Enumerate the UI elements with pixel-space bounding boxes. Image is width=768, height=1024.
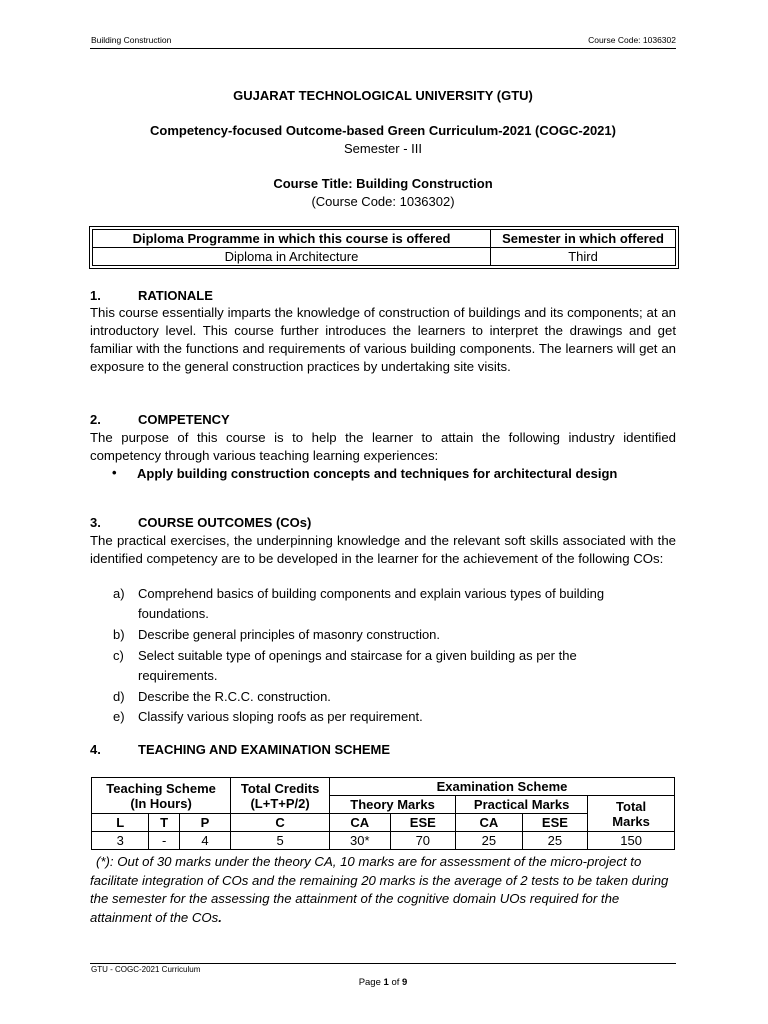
col-practical-ca: CA: [456, 814, 523, 832]
teaching-scheme-header: Teaching Scheme (In Hours): [92, 778, 231, 814]
value-practical-ese: 25: [522, 832, 588, 850]
course-title: Course Title: Building Construction: [273, 176, 493, 191]
value-theory-ese: 70: [390, 832, 456, 850]
scheme-note: (*): Out of 30 marks under the theory CA, 10 marks are for assessment of the micro-project to facilitate integration of COs and the remaining 20 marks is the average of 2 tests to be taken during the semester for the assessing the attainment of the cognitive domain UOs required for the attainment of the COs.: [90, 854, 669, 925]
col-l: L: [92, 814, 149, 832]
col-practical-ese: ESE: [522, 814, 588, 832]
curriculum-title: Competency-focused Outcome-based Green Curriculum-2021 (COGC-2021): [150, 123, 616, 138]
scheme-number: 4.: [90, 742, 101, 757]
semester-value: Third: [491, 248, 676, 266]
co-item: Describe general principles of masonry construction.: [138, 627, 441, 642]
co-item: Select suitable type of openings and staircase for a given building as per the requirements.: [138, 648, 577, 683]
rationale-heading: RATIONALE: [138, 288, 213, 303]
value-t: -: [149, 832, 179, 850]
co-item: Classify various sloping roofs as per requirement.: [138, 709, 423, 724]
value-total: 150: [588, 832, 675, 850]
university-title: GUJARAT TECHNOLOGICAL UNIVERSITY (GTU): [233, 88, 533, 103]
co-letter: e): [113, 709, 125, 724]
outcomes-number: 3.: [90, 515, 101, 530]
value-c: 5: [231, 832, 330, 850]
bullet-icon: •: [112, 465, 117, 480]
theory-marks-header: Theory Marks: [330, 796, 456, 814]
co-letter: b): [113, 627, 125, 642]
examination-scheme-header: Examination Scheme: [330, 778, 675, 796]
rationale-text: This course essentially imparts the knowledge of construction of buildings and its components; at an introductory level. This course further introduces the learners to interpret the drawings and get familiar with the functions and requirements of various building components. The learners will get an exposure to the general construction practices by undertaking site visits.: [90, 305, 676, 374]
col-t: T: [149, 814, 179, 832]
value-practical-ca: 25: [456, 832, 523, 850]
col-p: P: [179, 814, 230, 832]
programme-header: Diploma Programme in which this course is offered: [93, 230, 491, 248]
outcomes-text: The practical exercises, the underpinning knowledge and the relevant soft skills associated with the identified competency are to be developed in the learner for the achievement of the following COs:: [90, 533, 676, 566]
scheme-table: [91, 777, 675, 850]
competency-heading: COMPETENCY: [138, 412, 230, 427]
programme-table: [92, 229, 676, 266]
rationale-number: 1.: [90, 288, 101, 303]
total-marks-header: Total Marks: [588, 796, 675, 832]
col-theory-ca: CA: [330, 814, 391, 832]
co-item: Comprehend basics of building components and explain various types of building foundations.: [138, 586, 605, 621]
total-credits-header: Total Credits (L+T+P/2): [231, 778, 330, 814]
competency-bullet: Apply building construction concepts and techniques for architectural design: [137, 466, 618, 481]
co-item: Describe the R.C.C. construction.: [138, 689, 331, 704]
course-code: (Course Code: 1036302): [311, 194, 455, 209]
semester-header: Semester in which offered: [491, 230, 676, 248]
competency-number: 2.: [90, 412, 101, 427]
page-number: Page 1 of 9: [358, 977, 408, 988]
co-letter: c): [113, 648, 124, 663]
value-theory-ca: 30*: [330, 832, 391, 850]
col-c: C: [231, 814, 330, 832]
scheme-heading: TEACHING AND EXAMINATION SCHEME: [138, 742, 391, 757]
footer-divider: [90, 963, 676, 964]
semester-label: Semester - III: [343, 141, 423, 156]
header-divider: [90, 48, 676, 49]
value-p: 4: [179, 832, 230, 850]
practical-marks-header: Practical Marks: [456, 796, 588, 814]
co-letter: a): [113, 586, 125, 601]
header-course-code: Course Code: 1036302: [588, 35, 676, 45]
co-letter: d): [113, 689, 125, 704]
footer-curriculum: GTU - COGC-2021 Curriculum: [91, 965, 201, 974]
competency-text: The purpose of this course is to help the learner to attain the following industry identified competency through various teaching learning experiences:: [90, 430, 676, 463]
programme-value: Diploma in Architecture: [93, 248, 491, 266]
col-theory-ese: ESE: [390, 814, 456, 832]
header-course-name: Building Construction: [91, 35, 172, 45]
outcomes-heading: COURSE OUTCOMES (COs): [138, 515, 312, 530]
value-l: 3: [92, 832, 149, 850]
